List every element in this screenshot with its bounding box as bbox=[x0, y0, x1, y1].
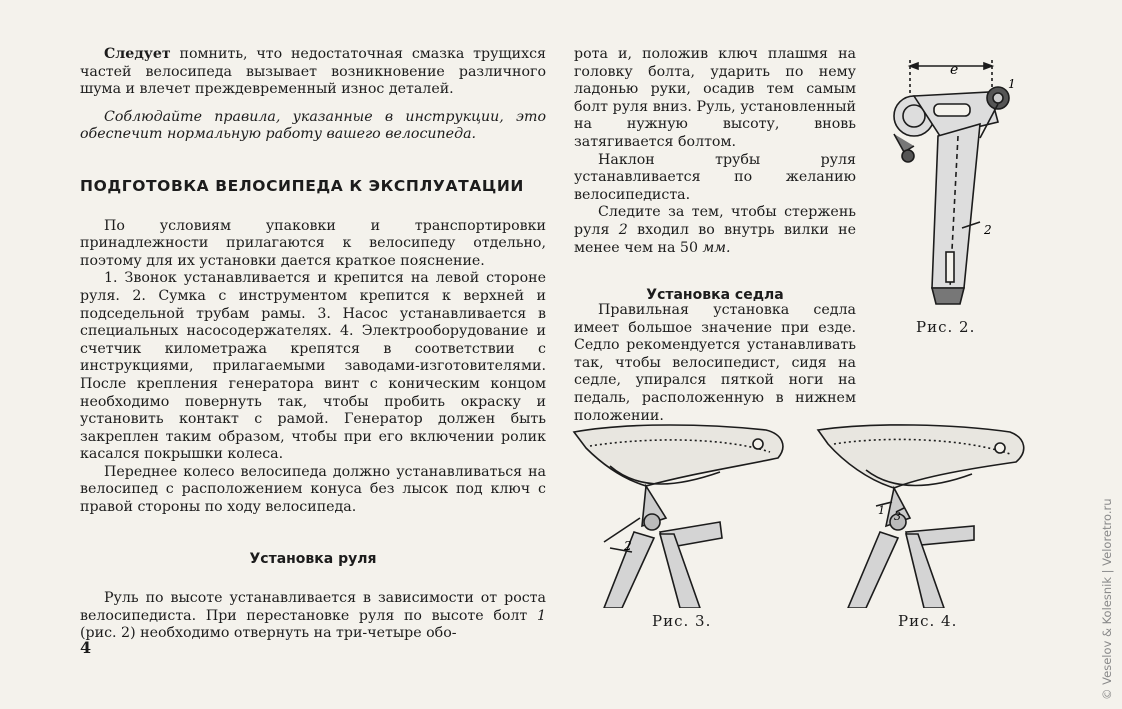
paragraph-handlebar-height bbox=[80, 590, 546, 643]
stem-text-b: входил во внутрь вилки не менее чем на 50 bbox=[574, 221, 856, 256]
stem-text-a: Следите за тем, чтобы стержень руля bbox=[574, 204, 856, 238]
section-heading: ПОДГОТОВКА ВЕЛОСИПЕДА К ЭКСПЛУАТАЦИИ bbox=[80, 176, 524, 195]
left-column bbox=[80, 46, 546, 643]
fig3-label: 2 bbox=[624, 539, 632, 553]
fig3-saddle-drawing bbox=[570, 422, 800, 608]
intro-paragraph bbox=[80, 46, 546, 99]
intro-lead: Следует bbox=[104, 46, 171, 62]
paragraph-packaging: По условиям упаковки и транспортировки принадлежности прилагаются к велосипеду отдельно, поэтому для их установки дается краткое пояснение. bbox=[80, 217, 546, 269]
fig4-caption: Рис. 4. bbox=[898, 612, 958, 630]
fig2-caption: Рис. 2. bbox=[916, 318, 976, 336]
fig2-label-2: 2 bbox=[984, 223, 992, 237]
fig4-saddle-drawing bbox=[814, 422, 1034, 608]
paragraph-bolt-continuation: рота и, положив ключ плашмя на головку болта, ударить по нему ладонью руки, осадив тем самым болт руля вниз. Руль, установленный на нужную высоту, вновь затягивается болтом. bbox=[574, 46, 856, 150]
subheading-handlebar: Установка руля bbox=[249, 550, 377, 567]
paragraph-saddle: Правильная установка седла имеет большое значение при езде. Седло рекомендуется устанавливать так, чтобы велосипедист, сидя на седле, упирался пяткой ноги на педаль, расположенную в нижнем положении. bbox=[574, 302, 856, 424]
paragraph-stem-depth bbox=[574, 204, 856, 257]
paragraph-accessories: 1. Звонок устанавливается и крепится на левой стороне руля. 2. Сумка с инструментом крепится к верхней и подседельной трубам рамы. 3. Насос устанавливается в специальных насосодержателях. 4. Электрооборудование и счетчик километража крепятся в соответствии с инструкциями, прилагаемыми заводами-изготовителями. После крепления генератора винт с коническим концом необходимо повернуть так, чтобы пробить окраску и установить контакт с рамой. Генератор должен быть закреплен таким образом, чтобы при его включении ролик касался покрышки колеса. bbox=[80, 270, 546, 463]
handlebar-text-b: (рис. 2) необходимо отвернуть на три-четыре обо- bbox=[80, 625, 457, 642]
fig4-label-1: 1 bbox=[878, 504, 885, 517]
fig2-label-1: 1 bbox=[1008, 77, 1016, 91]
subheading-saddle: Установка седла bbox=[646, 287, 784, 304]
copyright-watermark: © Veselov & Kolesnik | Veloretro.ru bbox=[1100, 498, 1114, 700]
stem-number: 2 bbox=[618, 221, 628, 238]
handlebar-text-a: Руль по высоте устанавливается в зависимости от роста велосипедиста. При перестановке руля по высоте болт bbox=[80, 590, 546, 624]
paragraph-tube-angle: Наклон трубы руля устанавливается по желанию велосипедиста. bbox=[574, 151, 856, 203]
intro-text: помнить, что недостаточная смазка трущихся частей велосипеда вызывает возникновение различного шума и влечет преждевременный износ деталей. bbox=[80, 46, 546, 98]
fig2-dimension-label: e bbox=[950, 62, 959, 78]
bolt-number: 1 bbox=[536, 607, 546, 624]
right-column bbox=[574, 46, 856, 305]
fig2-handlebar-stem-drawing bbox=[880, 52, 1030, 314]
intro-italic-note: Соблюдайте правила, указанные в инструкции, это обеспечит нормальную работу вашего велосипеда. bbox=[80, 108, 546, 143]
page-number: 4 bbox=[80, 638, 92, 657]
fig4-label-2: 3 bbox=[894, 510, 901, 523]
fig3-caption: Рис. 3. bbox=[652, 612, 712, 630]
paragraph-front-wheel: Переднее колесо велосипеда должно устанавливаться на велосипед с расположением конуса без лысок под ключ с правой стороны по ходу велосипеда. bbox=[80, 463, 546, 516]
stem-unit: мм. bbox=[702, 239, 731, 256]
